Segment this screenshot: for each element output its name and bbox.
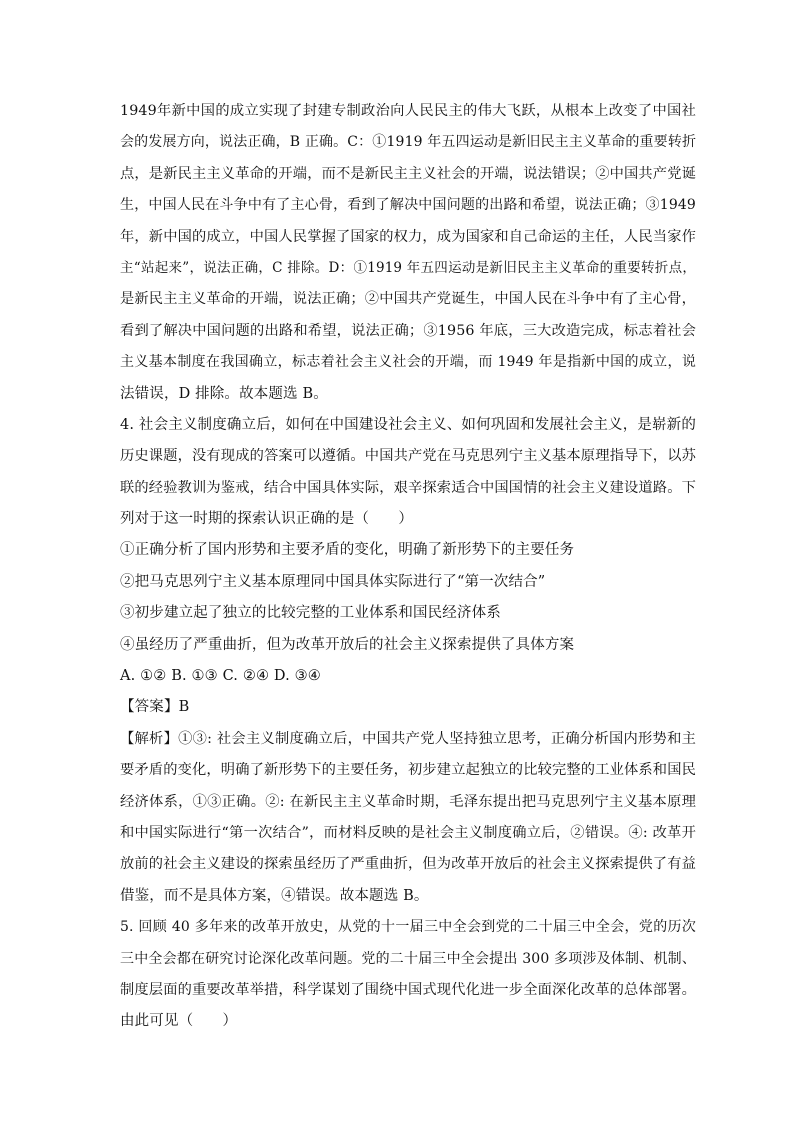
text-line: 看到了解决中国问题的出路和希望，说法正确；③1956 年底，三大改造完成，标志着社会 [120,322,696,339]
text-line: 【答案】B [120,699,190,716]
text-line: 三中全会都在研究讨论深化改革问题。党的二十届三中全会提出 300 多项涉及体制、机制、 [120,950,696,967]
text-line: 和中国实际进行“第一次结合”，而材料反映的是社会主义制度确立后，②错误。④: 改革开 [120,824,696,841]
text-line: 主义基本制度在我国确立，标志着社会主义社会的开端，而 1949 年是指新中国的成立，说 [120,354,696,371]
text-line: 列对于这一时期的探索认识正确的是（ ） [120,511,413,528]
text-line: 4. 社会主义制度确立后，如何在中国建设社会主义、如何巩固和发展社会主义，是崭新的 [120,416,696,433]
text-line: 法错误，D 排除。故本题选 B。 [120,385,328,402]
text-line: ③初步建立起了独立的比较完整的工业体系和国民经济体系 [120,605,501,622]
text-line: 经济体系，①③正确。②: 在新民主主义革命时期，毛泽东提出把马克思列宁主义基本原理 [120,793,696,810]
text-line: 会的发展方向，说法正确，B 正确。C：①1919 年五四运动是新旧民主主义革命的重要转折 [120,134,697,151]
document-body [120,96,696,1038]
text-line: ①正确分析了国内形势和主要矛盾的变化，明确了新形势下的主要任务 [120,542,575,559]
text-line: 生，中国人民在斗争中有了主心骨，看到了解决中国问题的出路和希望，说法正确；③1949 [120,197,696,214]
text-line: 制度层面的重要改革举措，科学谋划了围绕中国式现代化进一步全面深化改革的总体部署。 [120,981,697,998]
text-line: 5. 回顾 40 多年来的改革开放史，从党的十一届三中全会到党的二十届三中全会，党的历次 [120,919,696,936]
text-line: 年，新中国的成立，中国人民掌握了国家的权力，成为国家和自己命运的主任，人民当家作 [120,228,697,245]
text-line: A. ①② B. ①③ C. ②④ D. ③④ [120,668,321,685]
text-line: ②把马克思列宁主义基本原理同中国具体实际进行了“第一次结合” [120,573,546,590]
text-line: 联的经验教训为鉴戒，结合中国具体实际，艰辛探索适合中国国情的社会主义建设道路。下 [120,479,697,496]
text-line: ④虽经历了严重曲折，但为改革开放后的社会主义探索提供了具体方案 [120,636,575,653]
text-line: 由此可见（ ） [120,1013,238,1030]
text-line: 点，是新民主主义革命的开端，而不是新民主主义社会的开端，说法错误；②中国共产党诞 [120,165,697,182]
text-line: 历史课题，没有现成的答案可以遵循。中国共产党在马克思列宁主义基本原理指导下，以苏 [120,448,697,465]
text-line: 1949年新中国的成立实现了封建专制政治向人民民主的伟大飞跃，从根本上改变了中国社 [120,103,696,119]
text-line: 放前的社会主义建设的探索虽经历了严重曲折，但为改革开放后的社会主义探索提供了有益 [120,856,697,873]
text-line: 是新民主主义革命的开端，说法正确；②中国共产党诞生，中国人民在斗争中有了主心骨， [120,291,697,308]
text-line: 主“站起来”，说法正确，C 排除。D：①1919 年五四运动是新旧民主主义革命的重要转折点， [120,259,696,276]
text-line: 借鉴，而不是具体方案，④错误。故本题选 B。 [120,887,429,904]
text-line: 【解析】①③: 社会主义制度确立后，中国共产党人坚持独立思考，正确分析国内形势和主 [120,730,696,747]
text-line: 要矛盾的变化，明确了新形势下的主要任务，初步建立起独立的比较完整的工业体系和国民 [120,762,697,779]
